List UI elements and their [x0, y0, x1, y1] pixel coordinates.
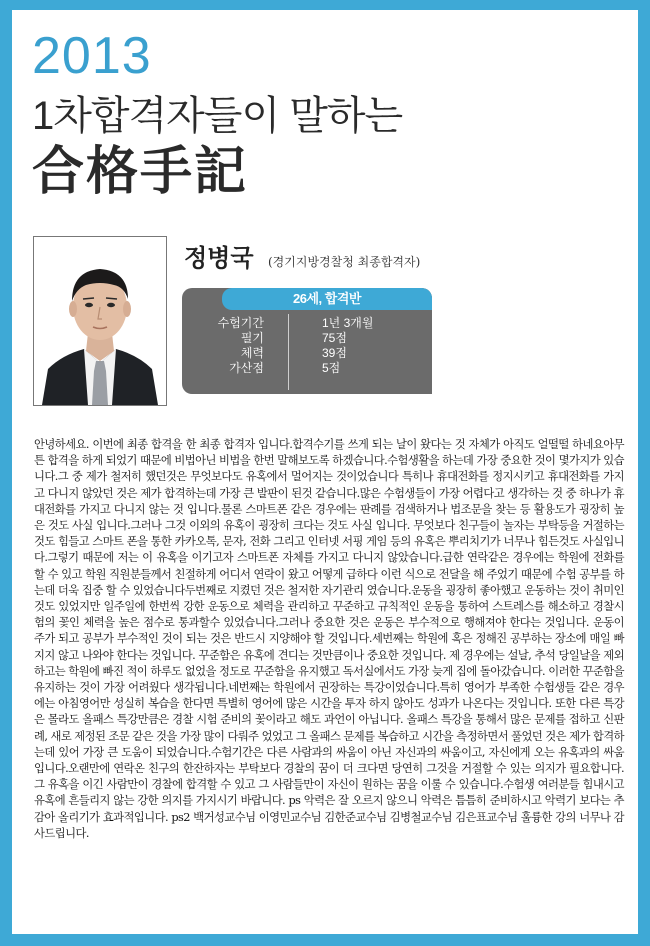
stats-label: 수험기간 [217, 316, 264, 330]
stats-label: 필기 [240, 331, 264, 345]
stats-row [182, 316, 432, 331]
candidate-affiliation: (경기지방경찰청 최종합격자) [268, 255, 421, 269]
profile-photo [33, 236, 167, 406]
stats-panel [182, 288, 432, 394]
stats-row [182, 346, 432, 361]
testimonial-body: 안녕하세요. 이번에 최종 합격을 한 최종 합격자 입니다.합격수기를 쓰게 되는 날이 왔다는 것 자체가 아직도 얼떨떨 하네요아무튼 합격을 하게 되었기 때문에 비법아닌 비법을 한번 말해보도록 하겠습니다.수험생활을 하는데 가장 중요한 것이 몇가지가 있습니다.그 중 제가 철저히 했던것은 무엇보다도 유혹에서 멀어지는 것이었습니다 특히나 휴대전화를 정지시키고 휴대전화를 가지고 다니지 않았던 것은 제가 합격하는데 가장 큰 발판이 된것 같습니다.많은 수험생들이 가장 어렵다고 생각하는 것 중 하나가 휴대전화를 가지고 다니지 않는 것 입니다.물론 스마트폰 같은 경우에는 판례를 검색하거나 법조문을 찾는 등 활용도가 굉장히 높은 것도 사실 입니다.그러나 그것 이외의 유혹이 굉장히 크다는 것도 사실 입니다. 무엇보다 친구들이 놀자는 부탁등을 거절하는 것도 힘들고 스마트 폰을 통한 카카오톡, 문자, 전화 그리고 인터넷 서핑 게임 등의 유혹은 뿌리치기가 너무나 힘든것도 사실입니다.그렇기 때문에 저는 이 유혹을 이기고자 스마트폰 자체를 가지고 다니지 않았습니다.급한 연락같은 경우에는 학원에 전화를 할 수 있고 학원 직원분들께서 친절하게 어디서 연락이 왔고 어떻게 급하다 이런 식으로 전달을 해 주었기 때문에 수험 공부를 하는데 더욱 집중 할 수 있었습니다두번째로 지켰던 것은 철저한 자기관리 였습니다.운동을 굉장히 좋아했고 운동하는 것이 취미인 것도 있었지만 일주일에 한번씩 강한 운동으로 체력을 관리하고 꾸준하고 규칙적인 운동을 통하여 스트레스를 해소하고 경찰시험의 꽃인 체력을 높은 점수로 통과할수 있었습니다.그러나 중요한 것은 운동은 부수적으로 행해져야 한다는 것입니다. 운동이 주가 되고 공부가 부수적인 것이 되는 것은 반드시 지양해야 할 것입니다.세번째는 학원에 혹은 정해진 공부하는 장소에 매일 빠지지 않고 나와야 한다는 것입니다. 꾸준함은 유혹에 견디는 것만큼이나 중요한 것입니다. 제 경우에는 설날, 추석 당일날을 제외하고는 학원에 빠진 적이 하루도 없었을 정도로 꾸준함을 유지했고 독서실에서도 가장 늦게 집에 돌아갔습니다. 이러한 꾸준함을 유지하는 것이 가장 어려웠다 생각됩니다.네번째는 학원에서 권장하는 특강이었습니다.특히 영어가 부족한 수험생들 같은 경우에는 아침영어만 성실히 복습을 한다면 특별히 영어에 많은 시간을 투자 하지 않아도 성과가 나온다는 것입니다. 또한 다른 특강은 몰라도 올패스 특강만큼은 경찰 시험 준비의 꽃이라고 해도 과언이 아닙니다. 올패스 특강을 통해서 많은 문제를 접하고 신판례, 새로 제정된 조문 같은 것을 가장 많이 다뤄주 었었고 그 올패스 문제를 복습하고 시간을 측정하면서 풀었던 것은 제가 합격하는데 있어 가장 큰 도움이 되었습니다.수험기간은 다른 사람과의 싸움이 아닌 자신과의 싸움이고, 자신에게 오는 유혹과의 싸움입니다.오랜만에 연락온 친구의 한잔하자는 부탁보다 경찰의 꿈이 더 크다면 당연히 그것을 거절할 수 있는 의지가 필요합니다.그 유혹을 이긴 사람만이 경찰에 합격할 수 있고 그 사람들만이 자신이 원하는 꿈을 이룰 수 있습니다.수험생 여러분들 힘내시고 유혹에 흔들리지 않는 강한 의지를 가지시기 바랍니다. ps 악력은 잘 오르지 않으니 악력은 틈틈히 준비하시고 악력기 보다는 추감아 올리기가 효과적입니다. ps2 백거성교수님 이영민교수님 김한준교수님 김병철교수님 김은표교수님 훌륭한 강의 너무나 감사드립니다. [34, 438, 624, 840]
stats-label: 가산점 [229, 361, 264, 375]
year-heading: 2013 [32, 27, 152, 85]
page-subtitle: 1차합격자들이 말하는 [32, 94, 403, 138]
person-portrait-icon [34, 237, 166, 405]
stats-row [182, 331, 432, 346]
stats-label: 체력 [240, 346, 264, 360]
stats-value: 1년 3개월 [322, 316, 374, 330]
stats-row [182, 361, 432, 376]
age-result-badge: 26세, 합격반 [222, 288, 432, 310]
candidate-name: 정병국 [184, 243, 254, 272]
stats-value: 75점 [322, 331, 347, 345]
stats-value: 39점 [322, 346, 347, 360]
stats-value: 5점 [322, 361, 341, 375]
stats-table [182, 316, 432, 376]
page-title: 合格手記 [32, 143, 249, 201]
